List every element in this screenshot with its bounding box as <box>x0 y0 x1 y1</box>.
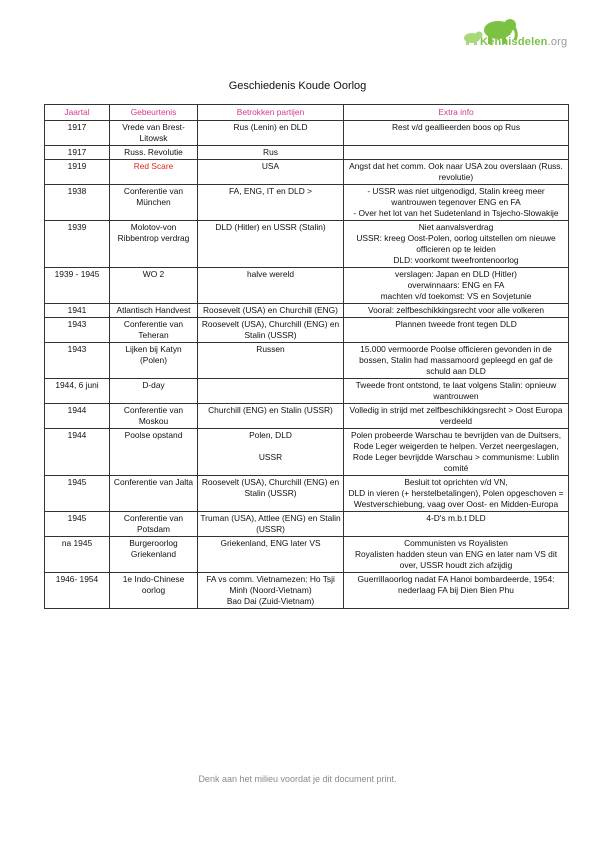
parties-line: USSR <box>258 452 283 462</box>
cell-year: 1946- 1954 <box>45 573 110 609</box>
info-line: Rest v/d geallieerden boos op Rus <box>391 122 521 132</box>
cell-year: 1938 <box>45 185 110 221</box>
cell-info <box>344 537 569 573</box>
cell-info <box>344 573 569 609</box>
cell-parties <box>198 268 344 304</box>
cell-event: Conferentie van Jalta <box>110 476 198 512</box>
info-line: Royalisten hadden steun van ENG en later nam VS dit over, USSR houdt zich afzijdig <box>354 549 558 570</box>
table-row <box>45 379 569 404</box>
cell-year: 1943 <box>45 343 110 379</box>
table-row <box>45 268 569 304</box>
table-row <box>45 343 569 379</box>
cell-year: 1943 <box>45 318 110 343</box>
header-event: Gebeurtenis <box>110 105 198 121</box>
info-line: - USSR was niet uitgenodigd, Stalin kreeg meer wantrouwen tegenover ENG en FA <box>367 186 545 207</box>
cell-info <box>344 221 569 268</box>
cell-info <box>344 476 569 512</box>
cell-info <box>344 343 569 379</box>
info-line: 15.000 vermoorde Poolse officieren gevonden in de bossen, Stalin had massamoord gepleegd en gaf de schuld aan DLD <box>359 344 553 376</box>
table-row <box>45 318 569 343</box>
parties-line: halve wereld <box>246 269 295 279</box>
cell-event: Burgeroorlog Griekenland <box>110 537 198 573</box>
parties-line: Griekenland, ENG later VS <box>220 538 321 548</box>
info-line: Angst dat het comm. Ook naar USA zou overslaan (Russ. revolutie) <box>349 161 563 182</box>
info-line: Volledig in strijd met zelfbeschikkingsrecht > Oost Europa verdeeld <box>349 405 563 426</box>
document-title: Geschiedenis Koude Oorlog <box>228 80 367 92</box>
table-row <box>45 121 569 146</box>
cell-parties <box>198 221 344 268</box>
cell-event: 1e Indo-Chinese oorlog <box>110 573 198 609</box>
brand-name <box>480 36 567 48</box>
cell-parties <box>198 429 344 476</box>
cell-event: Conferentie van München <box>110 185 198 221</box>
brand-part-2: delen <box>517 36 548 48</box>
table-row <box>45 476 569 512</box>
kennisdelen-logo <box>458 14 578 58</box>
cell-info <box>344 185 569 221</box>
cell-info <box>344 429 569 476</box>
table-row <box>45 146 569 160</box>
cell-parties <box>198 573 344 609</box>
cell-event: Molotov-von Ribbentrop verdrag <box>110 221 198 268</box>
cell-parties <box>198 404 344 429</box>
info-line <box>346 147 566 158</box>
header-year: Jaartal <box>45 105 110 121</box>
parties-line: USA <box>261 161 280 171</box>
footer-note: Denk aan het milieu voordat je dit document print. <box>198 774 397 784</box>
table-row <box>45 537 569 573</box>
info-line: verslagen: Japan en DLD (Hitler) <box>395 269 517 279</box>
parties-line: Rus (Lenin) en DLD <box>233 122 308 132</box>
parties-line: Roosevelt (USA), Churchill (ENG) en Stalin (USSR) <box>201 319 340 340</box>
cell-event: Conferentie van Potsdam <box>110 512 198 537</box>
cell-event: Vrede van Brest-Litowsk <box>110 121 198 146</box>
parties-line: Roosevelt (USA), Churchill (ENG) en Stalin (USSR) <box>201 477 340 498</box>
cell-year: 1945 <box>45 476 110 512</box>
cell-parties <box>198 343 344 379</box>
table-row <box>45 185 569 221</box>
table-row <box>45 573 569 609</box>
cell-year: 1944 <box>45 429 110 476</box>
cell-info <box>344 146 569 160</box>
info-line: Guerrillaoorlog nadat FA Hanoi bombardeerde, 1954: nederlaag FA bij Dien Bien Phu <box>357 574 555 595</box>
brand-part-3: .org <box>547 36 568 48</box>
info-line: USSR: kreeg Oost-Polen, oorlog uitstellen om nieuwe officieren op te leiden <box>356 233 556 254</box>
info-line: Vooral: zelfbeschikkingsrecht voor alle volkeren <box>368 305 544 315</box>
info-line: Communisten vs Royalisten <box>404 538 508 548</box>
cell-info <box>344 268 569 304</box>
cell-info <box>344 121 569 146</box>
info-line: Besluit tot oprichten v/d VN, <box>404 477 508 487</box>
cell-event: Poolse opstand <box>110 429 198 476</box>
history-table <box>44 104 569 609</box>
cell-year: 1919 <box>45 160 110 185</box>
header-parties: Betrokken partijen <box>198 105 344 121</box>
cell-parties <box>198 160 344 185</box>
cell-event: WO 2 <box>110 268 198 304</box>
cell-year: 1939 <box>45 221 110 268</box>
cell-year: 1917 <box>45 121 110 146</box>
parties-line: Churchill (ENG) en Stalin (USSR) <box>208 405 333 415</box>
info-line: Polen probeerde Warschau te bevrijden van de Duitsers, Rode Leger weigerden te helpen. Verzet neergeslagen, Rode Leger bevrijdde Warschau > communisme: Lublin comité <box>350 430 562 473</box>
info-line: overwinnaars: ENG en FA <box>407 280 505 290</box>
info-line: Plannen tweede front tegen DLD <box>395 319 517 329</box>
header-info: Extra info <box>344 105 569 121</box>
cell-year: 1941 <box>45 304 110 318</box>
cell-parties <box>198 304 344 318</box>
cell-event: Russ. Revolutie <box>110 146 198 160</box>
cell-year: 1939 - 1945 <box>45 268 110 304</box>
info-line: machten v/d toekomst: VS en Sovjetunie <box>380 291 532 301</box>
cell-parties <box>198 185 344 221</box>
cell-event: Conferentie van Teheran <box>110 318 198 343</box>
info-line: DLD: voorkomt tweefrontenoorlog <box>393 255 519 265</box>
parties-line <box>200 380 341 391</box>
cell-event: D-day <box>110 379 198 404</box>
brand-part-1: Kennis <box>480 36 518 48</box>
table-row <box>45 429 569 476</box>
parties-line: Russen <box>256 344 285 354</box>
parties-line: Polen, DLD <box>249 430 292 440</box>
cell-year: 1944, 6 juni <box>45 379 110 404</box>
cell-parties <box>198 318 344 343</box>
cell-year: 1944 <box>45 404 110 429</box>
table-row <box>45 160 569 185</box>
cell-event: Red Scare <box>110 160 198 185</box>
cell-parties <box>198 121 344 146</box>
parties-line: DLD (Hitler) en USSR (Stalin) <box>215 222 326 232</box>
info-line: Niet aanvalsverdrag <box>418 222 494 232</box>
table-row <box>45 221 569 268</box>
table-header-row <box>45 105 569 121</box>
cell-info <box>344 379 569 404</box>
cell-parties <box>198 146 344 160</box>
cell-parties <box>198 537 344 573</box>
table-body <box>45 121 569 609</box>
info-line: 4-D's m.b.t DLD <box>426 513 486 523</box>
table-row <box>45 512 569 537</box>
cell-info <box>344 304 569 318</box>
cell-info <box>344 512 569 537</box>
cell-info <box>344 318 569 343</box>
parties-line: Truman (USA), Attlee (ENG) en Stalin (USSR) <box>200 513 341 534</box>
info-line: Tweede front ontstond, te laat volgens Stalin: opnieuw wantrouwen <box>355 380 557 401</box>
parties-line: FA, ENG, IT en DLD > <box>229 186 312 196</box>
parties-line: Roosevelt (USA) en Churchill (ENG) <box>203 305 338 315</box>
cell-year: 1917 <box>45 146 110 160</box>
cell-event: Lijken bij Katyn (Polen) <box>110 343 198 379</box>
cell-info <box>344 404 569 429</box>
cell-event: Atlantisch Handvest <box>110 304 198 318</box>
cell-year: na 1945 <box>45 537 110 573</box>
table-row <box>45 304 569 318</box>
parties-line: FA vs comm. Vietnamezen: Ho Tsji Minh (Noord-Vietnam) <box>206 574 335 595</box>
info-line: DLD in vieren (+ herstelbetalingen), Polen opgeschoven = Westverschiebung, vaag over Oost- en Midden-Europa <box>348 488 564 509</box>
cell-parties <box>198 379 344 404</box>
cell-info <box>344 160 569 185</box>
cell-parties <box>198 512 344 537</box>
cell-parties <box>198 476 344 512</box>
parties-line <box>200 441 341 452</box>
cell-event: Conferentie van Moskou <box>110 404 198 429</box>
parties-line: Rus <box>263 147 278 157</box>
info-line: - Over het lot van het Sudetenland in Tsjecho-Slowakije <box>353 208 559 218</box>
parties-line: Bao Dai (Zuid-Vietnam) <box>226 596 315 606</box>
table-row <box>45 404 569 429</box>
cell-year: 1945 <box>45 512 110 537</box>
